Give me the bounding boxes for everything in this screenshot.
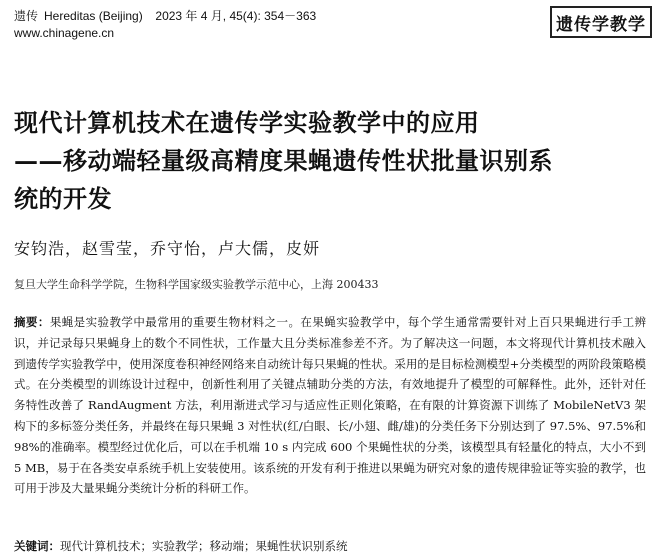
journal-section-logo: 遗传学教学 <box>550 6 652 38</box>
keywords-text: 现代计算机技术；实验教学；移动端；果蝇性状识别系统 <box>60 539 348 553</box>
journal-citation <box>14 8 322 25</box>
keywords-label: 关键词： <box>14 539 60 553</box>
title-line: ——移动端轻量级高精度果蝇遗传性状批量识别系 <box>14 146 553 175</box>
title-line: 现代计算机技术在遗传学实验教学中的应用 <box>14 108 480 137</box>
issue-info: 2023 年 4 月, 45(4): 354－363 <box>155 9 317 23</box>
author-list: 安钧浩，赵雪莹，乔守怡，卢大儒，皮妍 <box>14 239 321 258</box>
journal-url[interactable]: www.chinagene.cn <box>14 26 115 40</box>
abstract-label: 摘要： <box>14 315 50 329</box>
keywords <box>14 538 348 554</box>
journal-name-cn: 遗传 <box>14 9 39 23</box>
abstract-text: 果蝇是实验教学中最常用的重要生物材料之一。在果蝇实验教学中，每个学生通常需要针对上百只果蝇进行手工辨识，并记录每只果蝇身上的数个不同性状，工作量大且分类标准参差不齐。为了解决这一问题，本文将现代计算机技术融入到遗传学实验教学中，使用深度卷积神经网络来自动统计每只果蝇的性状。采用的是目标检测模型+分类模型的两阶段策略模式。在分类模型的训练设计过程中，创新性利用了关键点辅助分类的方法，有效地提升了模型的可解释性。此外，还针对任务特性改善了 RandAugment 方法，利用渐进式学习与适应性正则化策略，在有限的计算资源下训练了 MobileNetV3 架构下的多标签分类任务，并最终在每只果蝇 3 对性状(红/白眼、长/小翅、雌/雄)的分类任务下分别达到了 97.5%、97.5%和98%的准确率。模型经过优化后，可以在手机端 10 s 内完成 600 个果蝇性状的分类，该模型具有轻量化的特点，大小不到 5 MB，易于在各类安卓系统手机上安装使用。该系统的开发有利于推进以果蝇为研究对象的遗传规律验证等实验的教学，也可用于涉及大量果蝇分类统计分析的科研工作。 <box>14 315 647 496</box>
paper-title <box>14 104 646 218</box>
affiliation: 复旦大学生命科学学院，生物科学国家级实验教学示范中心，上海 200433 <box>14 278 379 291</box>
title-line: 统的开发 <box>14 184 112 213</box>
journal-header <box>14 8 322 42</box>
abstract <box>14 312 646 499</box>
journal-name-en: Hereditas (Beijing) <box>44 9 143 23</box>
